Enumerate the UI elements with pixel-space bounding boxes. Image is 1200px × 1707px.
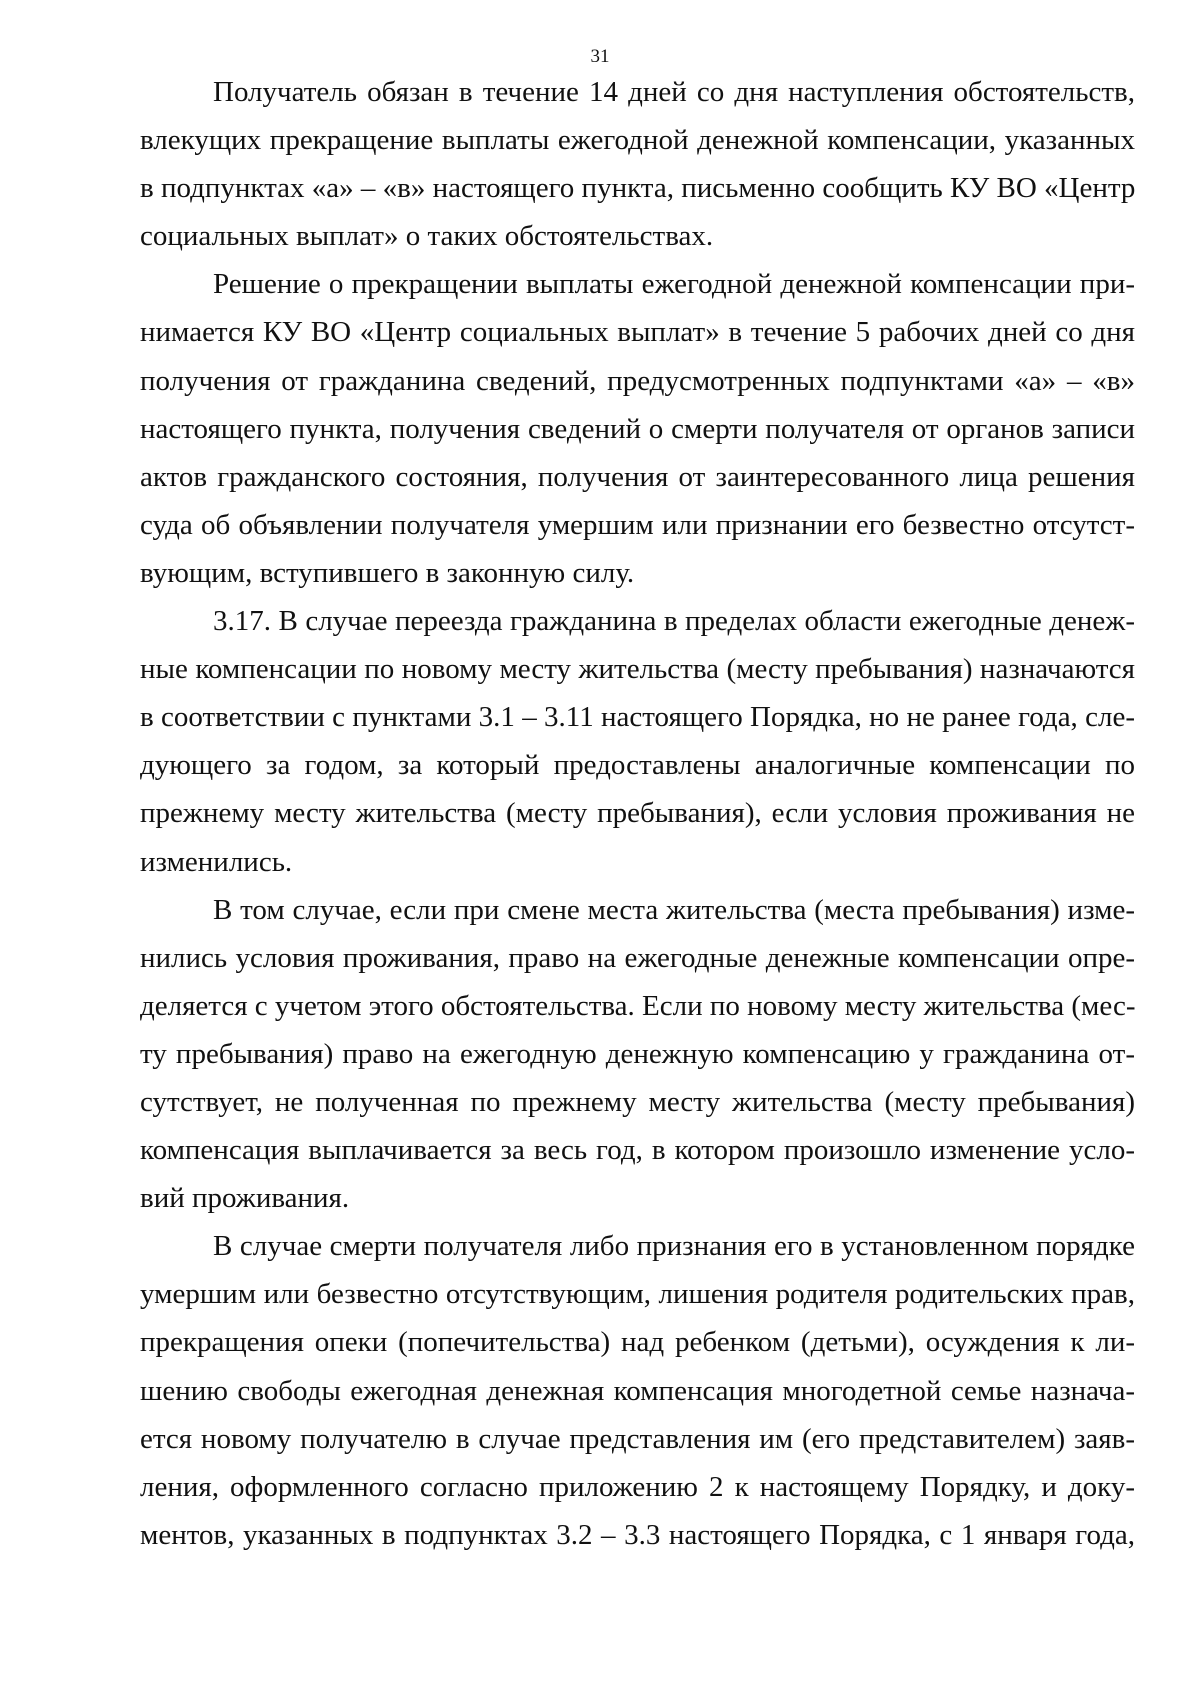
text-line: нимается КУ ВО «Центр социальных выплат» в течение 5 рабочих дней со дня (140, 316, 1135, 349)
text-line: вующим, вступившего в законную силу. (140, 556, 635, 589)
paragraph (140, 1222, 1135, 1559)
paragraph (140, 260, 1135, 597)
text-line: сутствует, не полученная по прежнему месту жительства (месту пребывания) (140, 1085, 1135, 1118)
text-line: изменились. (140, 845, 293, 878)
text-line: ментов, указанных в подпунктах 3.2 – 3.3 настоящего Порядка, с 1 января года, (140, 1518, 1135, 1551)
text-line: социальных выплат» о таких обстоятельствах. (140, 220, 714, 253)
text-line: ту пребывания) право на ежегодную денежную компенсацию у гражданина от- (140, 1037, 1135, 1070)
text-line: влекущих прекращение выплаты ежегодной денежной компенсации, указанных (140, 124, 1135, 157)
text-line: В том случае, если при смене места жительства (места пребывания) изме- (213, 893, 1135, 926)
text-line: шению свободы ежегодная денежная компенсация многодетной семье назнача- (140, 1374, 1135, 1407)
text-line: умершим или безвестно отсутствующим, лишения родителя родительских прав, (140, 1278, 1135, 1311)
text-line: 3.17. В случае переезда гражданина в пределах области ежегодные денеж- (213, 605, 1135, 638)
document-body (140, 68, 1135, 1559)
text-line: актов гражданского состояния, получения от заинтересованного лица решения (140, 460, 1135, 493)
text-line: настоящего пункта, получения сведений о смерти получателя от органов записи (140, 412, 1135, 445)
text-line: компенсация выплачивается за весь год, в котором произошло изменение усло- (140, 1134, 1135, 1167)
text-line: В случае смерти получателя либо признания его в установленном порядке (213, 1230, 1135, 1263)
text-line: деляется с учетом этого обстоятельства. Если по новому месту жительства (мес- (140, 989, 1136, 1022)
text-line: нились условия проживания, право на ежегодные денежные компенсации опре- (140, 941, 1135, 974)
text-line: суда об объявлении получателя умершим или признании его безвестно отсутст- (140, 508, 1135, 541)
text-line: получения от гражданина сведений, предусмотренных подпунктами «а» – «в» (140, 364, 1135, 397)
paragraph (140, 68, 1135, 260)
text-line: дующего за годом, за который предоставлены аналогичные компенсации по (140, 749, 1135, 782)
page-number: 31 (590, 46, 610, 67)
text-line: прежнему месту жительства (месту пребывания), если условия проживания не (140, 797, 1135, 830)
text-line: вий проживания. (140, 1182, 350, 1215)
text-line: в соответствии с пунктами 3.1 – 3.11 настоящего Порядка, но не ранее года, сле- (140, 701, 1135, 734)
paragraph (140, 886, 1135, 1223)
paragraph (140, 597, 1135, 886)
text-line: прекращения опеки (попечительства) над ребенком (детьми), осуждения к ли- (140, 1326, 1135, 1359)
text-line: в подпунктах «а» – «в» настоящего пункта, письменно сообщить КУ ВО «Центр (140, 172, 1136, 205)
text-line: ные компенсации по новому месту жительства (месту пребывания) назначаются (140, 653, 1135, 686)
text-line: Решение о прекращении выплаты ежегодной денежной компенсации при- (213, 268, 1135, 301)
text-line: ется новому получателю в случае представления им (его представителем) заяв- (140, 1422, 1135, 1455)
text-line: Получатель обязан в течение 14 дней со дня наступления обстоятельств, (213, 76, 1135, 108)
text-line: ления, оформленного согласно приложению 2 к настоящему Порядку, и доку- (140, 1470, 1135, 1503)
